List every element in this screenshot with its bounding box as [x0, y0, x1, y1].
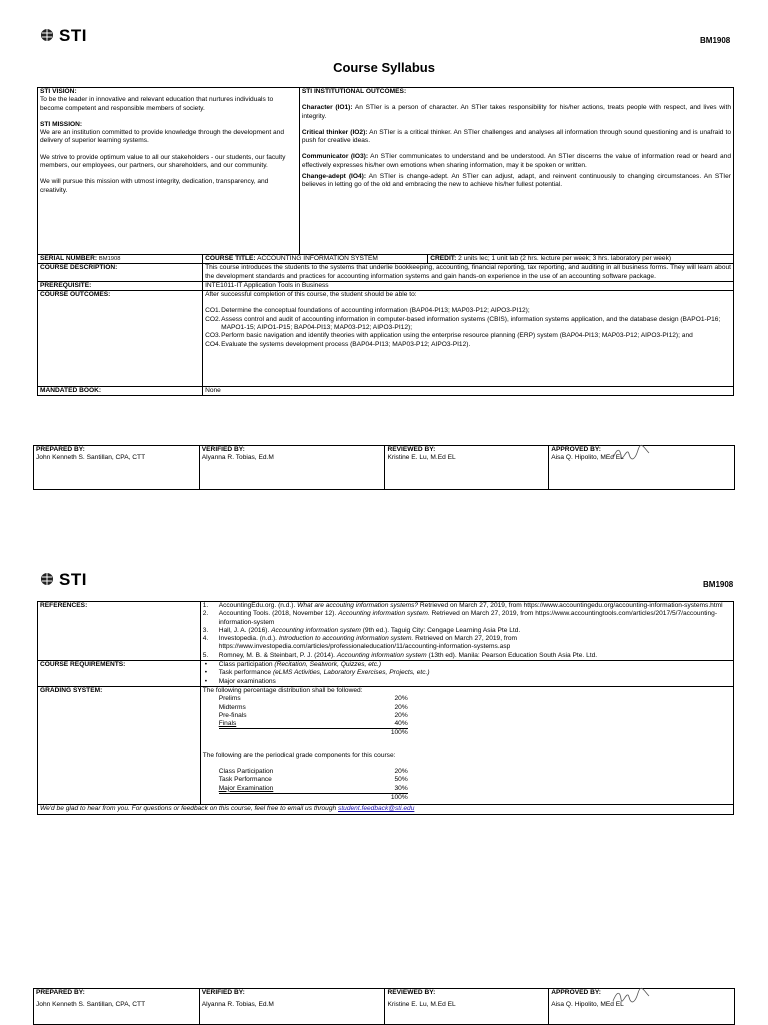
- feedback-cell: We'd be glad to hear from you. For questions or feedback on this course, feel free to email us through student.feedback@sti.edu: [38, 805, 734, 814]
- logo-text: STI: [59, 570, 87, 589]
- list-item: • Major examinations: [204, 677, 276, 685]
- mission-paragraph: We will pursue this mission with utmost integrity, dedication, transparency, and creativity.: [40, 178, 269, 194]
- approved-by-cell: APPROVED BY: Aisa Q. Hipolito, MEd EL: [549, 989, 735, 1025]
- outcome-item: Change-adept (IO4): An STIer is change-adept. An STIer can adjust, adapt, and reinvent continuously to changing circumstances. An STIer believes in letting go of the old and embracing the new to achieve his/her fullest potential.: [301, 173, 731, 189]
- outcome-item: Critical thinker (IO2): An STIer is a critical thinker. An STIer challenges and analyses all information through sound questioning and is unafraid to push for creative ideas.: [301, 128, 732, 145]
- reviewed-by-cell: REVIEWED BY: Kristine E. Lu, M.Ed EL: [385, 989, 549, 1025]
- list-item: • Class participation (Recitation, Seatwork, Quizzes, etc.): [204, 661, 382, 669]
- mandated-book-label: MANDATED BOOK:: [38, 387, 203, 396]
- grading-system-label: GRADING SYSTEM:: [38, 686, 201, 804]
- vision-label: STI VISION:: [40, 88, 77, 95]
- mission-label: STI MISSION:: [40, 120, 83, 128]
- sti-globe-icon: [40, 28, 58, 42]
- list-item: • Task performance (eLMS Activities, Laboratory Exercises, Projects, etc.): [204, 669, 430, 677]
- course-description-label: COURSE DESCRIPTION:: [38, 264, 203, 282]
- sti-globe-icon: [40, 572, 58, 586]
- signature-table: [33, 445, 735, 490]
- syllabus-table: [37, 87, 734, 396]
- grade-total: 100%: [390, 729, 408, 737]
- sti-logo: [40, 570, 87, 590]
- outcome-item: Communicator (IO3): An STIer communicates to understand and be understood. An STIer discerns the value of information read or heard and effectively expresses his/her own emotions when sharing information, may it be spoken or written.: [301, 153, 732, 169]
- vision-mission-cell: [38, 88, 300, 255]
- grading-intro: The following percentage distribution shall be followed:: [202, 686, 363, 694]
- course-title-cell: COURSE TITLE: ACCOUNTING INFORMATION SYSTEM: [203, 255, 428, 264]
- list-item: CO2. Assess control and audit of accounting information in computer-based information systems (CBIS), information systems application, and the database design (BAPO1-P16; MAPO1-15; AIPO1-P15; BAP04-PI13; MAP03-P12; AIPO3-PI12);: [205, 315, 721, 332]
- verified-by-cell: VERIFIED BY: Alyanna R. Tobias, Ed.M: [199, 446, 385, 490]
- grade-total: 100%: [390, 793, 408, 801]
- signature-table: [33, 988, 735, 1025]
- list-item: 3. Hall, J. A. (2016). Accounting information system (9th ed.). Taguig City: Cengage Learning Asia Pte Ltd.: [202, 626, 521, 634]
- document-code: BM1908: [700, 36, 731, 45]
- course-requirements-label: COURSE REQUIREMENTS:: [38, 661, 201, 687]
- course-outcomes-list: [205, 307, 731, 348]
- syllabus-table-continued: [37, 601, 734, 815]
- grade-row: Finals 40%: [219, 720, 408, 729]
- list-item: 2. Accounting Tools. (2018, November 12). Accounting information system. Retrieved on March 27, 2019, from https://www.accountingtools.com/articles/2017/5/7/accounting-information-system: [202, 610, 718, 626]
- grade-row: Class Participation 20%: [218, 768, 408, 776]
- mandated-book-value: None: [203, 387, 734, 396]
- signature-scribble-icon: [611, 987, 651, 1007]
- grading-system-cell: [200, 686, 733, 804]
- prerequisite-label: PREREQUISITE:: [38, 281, 203, 290]
- list-item: CO4. Evaluate the systems development process (BAP04-PI13; MAP03-P12; AIPO3-PI12).: [205, 340, 471, 348]
- mission-paragraph: We strive to provide optimum value to all our stakeholders - our students, our faculty members, our employees, our partners, our shareholders, and our community.: [40, 153, 286, 170]
- serial-number-cell: SERIAL NUMBER: BM1908: [38, 255, 203, 264]
- list-item: 1. AccountingEdu.org. (n.d.). What are accouting information systems? Retrieved on March 27, 2019, from https://www.accountingedu.org/accounting-information-systems.html: [202, 602, 723, 609]
- prerequisite-value: INTE1011-IT Application Tools in Business: [203, 281, 734, 290]
- references-list: [203, 602, 731, 660]
- list-item: 5. Romney, M. B. & Steinbart, P. J. (2014). Accounting information system (13th ed). Manila: Pearson Education South Asia Pte. Ltd.: [202, 651, 598, 659]
- course-outcomes-cell: [203, 291, 734, 387]
- sti-logo: [40, 26, 87, 46]
- course-outcomes-intro: After successful completion of this course, the student should be able to:: [205, 291, 417, 299]
- mission-paragraph: We are an institution committed to provide knowledge through the development and delivery of superior learning systems.: [40, 129, 284, 145]
- grade-row: Task Performance 50%: [218, 776, 408, 784]
- approved-by-cell: APPROVED BY: Aisa Q. Hipolito, MEd EL: [549, 446, 735, 490]
- document-code: BM1908: [703, 580, 734, 589]
- references-cell: [200, 602, 733, 661]
- prepared-by-cell: PREPARED BY: John Kenneth S. Santillan, CPA, CTT: [34, 989, 200, 1025]
- credit-cell: CREDIT: 2 units lec; 1 unit lab (2 hrs. lecture per week; 3 hrs. laboratory per week): [428, 255, 734, 264]
- feedback-email-link[interactable]: student.feedback@sti.edu: [338, 805, 415, 813]
- verified-by-cell: VERIFIED BY: Alyanna R. Tobias, Ed.M: [199, 989, 385, 1025]
- list-item: 4. Investopedia. (n.d.). Introduction to accounting information system. Retrieved on March 27, 2019, from https://www.investopedia.com/articles/professionaleducation/11/accounting-information-systems.asp: [202, 635, 518, 651]
- prepared-by-cell: PREPARED BY: John Kenneth S. Santillan, CPA, CTT: [34, 446, 200, 490]
- signature-scribble-icon: [611, 444, 651, 464]
- course-outcomes-label: COURSE OUTCOMES:: [38, 291, 203, 387]
- institutional-outcomes-cell: [299, 88, 733, 255]
- references-label: REFERENCES:: [38, 602, 201, 661]
- grade-row: Major Examination 30%: [219, 785, 408, 794]
- grading-intro: The following are the periodical grade components for this course:: [202, 751, 396, 759]
- outcomes-label: STI INSTITUTIONAL OUTCOMES:: [301, 88, 407, 95]
- outcome-item: Character (IO1): An STIer is a person of character. An STIer takes responsibility for his/her actions, treats people with respect, and lives with integrity.: [301, 104, 731, 120]
- reviewed-by-cell: REVIEWED BY: Kristine E. Lu, M.Ed EL: [385, 446, 549, 490]
- grade-row: Prelims 20%: [218, 695, 408, 703]
- page-title: Course Syllabus: [333, 60, 435, 75]
- course-requirements-cell: [200, 661, 733, 687]
- course-description-text: This course introduces the students to the systems that underlie bookkeeping, accounting, financial reporting, tax reporting, and auditing in all business forms. They will learn about the development standards and practices for accounting information systems and gain hands-on experience in the use of an accounting software package.: [203, 264, 734, 282]
- vision-text: To be the leader in innovative and relevant education that nurtures individuals to become competent and responsible members of society.: [40, 96, 274, 112]
- list-item: CO3. Perform basic navigation and identify theories with application using the enterprise resource planning (ERP) system (BAP04-PI13; MAP03-P12; AIPO3-PI12); and: [205, 332, 693, 340]
- grade-row: Midterms 20%: [218, 703, 408, 711]
- grade-row: Pre-finals 20%: [218, 711, 408, 719]
- requirements-list: [203, 661, 731, 686]
- logo-text: STI: [59, 26, 87, 45]
- list-item: CO1. Determine the conceptual foundations of accounting information (BAP04-PI13; MAP03-P12; AIPO3-PI12);: [205, 307, 530, 315]
